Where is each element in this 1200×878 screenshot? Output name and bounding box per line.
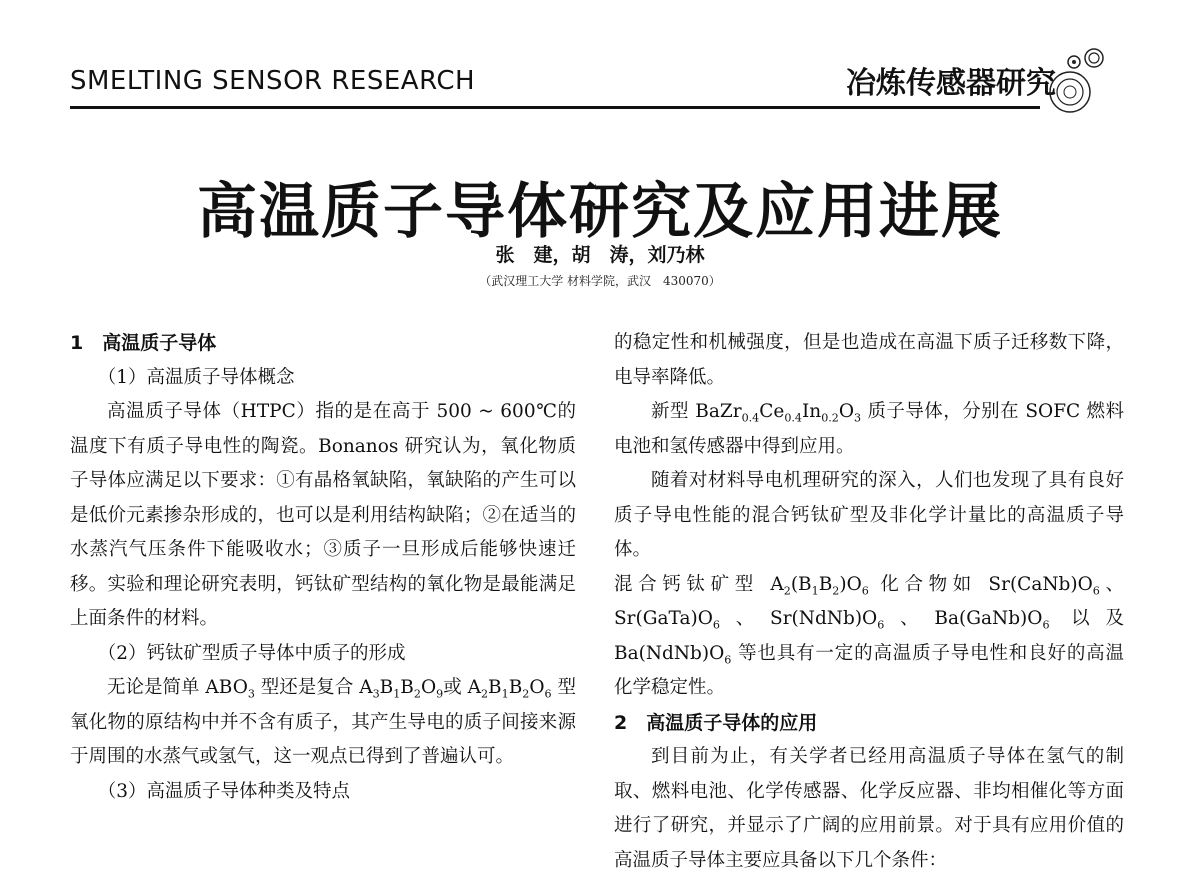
journal-name-en: SMELTING SENSOR RESEARCH <box>70 66 476 96</box>
body-paragraph: 的稳定性和机械强度，但是也造成在高温下质子迁移数下降，电导率降低。 <box>614 332 1124 388</box>
section-heading: 1 高温质子导体 <box>70 332 217 354</box>
section-heading: 2 高温质子导体的应用 <box>614 711 818 734</box>
body-paragraph: 到目前为止，有关学者已经用高温质子导体在氢气的制取、燃料电池、化学传感器、化学反应器、非均相催化等方面进行了研究，并显示了广阔的应用前景。对于具有应用价值的高温质子导体主要应具备以下几个条件： <box>614 746 1124 871</box>
journal-name-cn: 冶炼传感器研究 <box>846 66 1056 101</box>
right-column <box>614 326 1124 878</box>
subsection-heading: （1）高温质子导体概念 <box>97 366 295 388</box>
body-paragraph: 无论是简单 $ABO_3$ 型还是复合 $A_3B_1B_2O_9$或 $A_2B_1B_2O_6$ 型氧化物的原结构中并不含有质子，其产生导电的质子间接来源于周围的水蒸气或氢气，这一观点已得到了普遍认可。 <box>70 677 576 767</box>
body-paragraph: 高温质子导体（HTPC）指的是在高于 500 ~ 600℃的温度下有质子导电性的陶瓷。Bonanos 研究认为，氧化物质子导体应满足以下要求：①有晶格氧缺陷，氧缺陷的产生可以是低价元素掺杂形成的，也可以是利用结构缺陷；②在适当的水蒸汽气压条件下能吸收水；③质子一旦形成后能够快速迁移。实验和理论研究表明，钙钛矿型结构的氧化物是最能满足上面条件的材料。 <box>70 401 576 629</box>
left-column <box>70 326 576 809</box>
header-rule <box>70 106 1040 109</box>
article-title: 高温质子导体研究及应用进展 <box>197 177 1003 247</box>
body-paragraph: 混合钙钛矿型 $A_2(B_1B_2)O_6$ 化合物如 $Sr(CaNb)O_6$、$Sr(GaTa)O_6$、$Sr(NdNb)O_6$、$Ba(GaNb)O_6$ 以及 $Ba(NdNb)O_6$ 等也具有一定的高温质子导电性和良好的高温化学稳定性。 <box>614 573 1124 698</box>
body-paragraph: 新型 $BaZr_{0.4}Ce_{0.4}In_{0.2}O_3$ 质子导体，分别在 SOFC 燃料电池和氢传感器中得到应用。 <box>614 401 1124 457</box>
journal-logo-icon <box>1030 42 1110 118</box>
subsection-heading: （2）钙钛矿型质子导体中质子的形成 <box>97 642 406 664</box>
article-authors: 张 建，胡 涛，刘乃林 <box>495 244 705 266</box>
body-paragraph: 随着对材料导电机理研究的深入，人们也发现了具有良好质子导电性能的混合钙钛矿型及非化学计量比的高温质子导体。 <box>614 470 1124 560</box>
article-affiliation: （武汉理工大学 材料学院，武汉 430070） <box>479 274 721 288</box>
subsection-heading: （3）高温质子导体种类及特点 <box>97 780 351 802</box>
